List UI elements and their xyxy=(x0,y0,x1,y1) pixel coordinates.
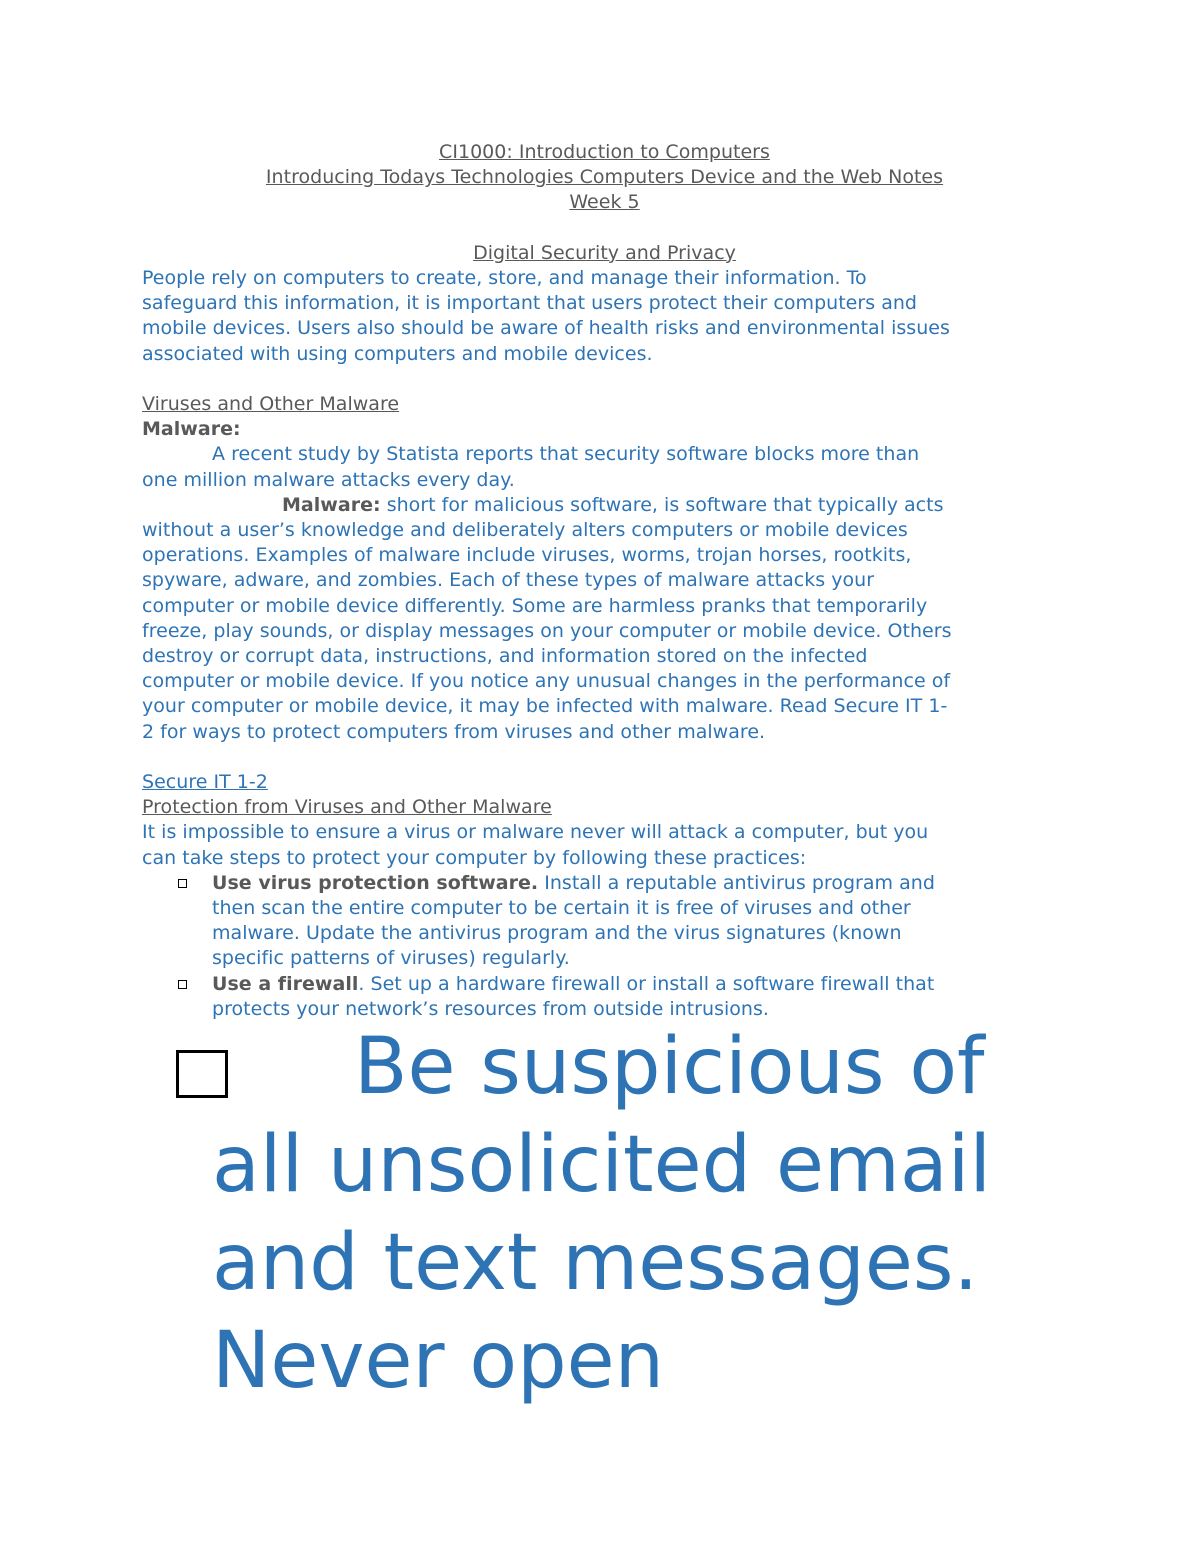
bullet-text: . Set up a hardware firewall or install a software firewall that xyxy=(358,972,935,995)
paragraph-line: It is impossible to ensure a virus or malware never will attack a computer, but you xyxy=(142,821,929,844)
malware-definition-text: short for malicious software, is software that typically acts xyxy=(380,493,944,516)
large-bullet-line: Never open xyxy=(212,1316,665,1406)
square-bullet-icon xyxy=(178,879,187,888)
paragraph-line: destroy or corrupt data, instructions, and information stored on the infected xyxy=(142,645,868,668)
large-bullet-line: and text messages. xyxy=(212,1218,979,1308)
paragraph-line: computer or mobile device. If you notice any unusual changes in the performance of xyxy=(142,670,951,693)
paragraph-line: your computer or mobile device, it may be infected with malware. Read Secure IT 1- xyxy=(142,695,948,718)
large-bullet-text: Be suspicious of xyxy=(354,1022,985,1112)
large-bullet-line: all unsolicited email xyxy=(212,1120,992,1210)
paragraph-line: freeze, play sounds, or display messages on your computer or mobile device. Others xyxy=(142,619,952,642)
week-label: Week 5 xyxy=(569,191,640,214)
malware-term: Malware: xyxy=(282,493,381,516)
section-heading-secure-it: Secure IT 1-2 xyxy=(142,771,268,794)
bullet-firewall xyxy=(142,972,1067,997)
paragraph-line: can take steps to protect your computer by following these practices: xyxy=(142,846,807,869)
large-bullet-line xyxy=(142,1018,1142,1116)
paragraph-line: mobile devices. Users also should be aware of health risks and environmental issues xyxy=(142,317,950,340)
bullet-continuation-line: then scan the entire computer to be certain it is free of viruses and other xyxy=(212,897,911,920)
paragraph-line: associated with using computers and mobile devices. xyxy=(142,342,653,365)
bullet-suspicious-email xyxy=(142,1018,1142,1410)
paragraph-line: spyware, adware, and zombies. Each of these types of malware attacks your xyxy=(142,569,875,592)
paragraph-line: operations. Examples of malware include viruses, worms, trojan horses, rootkits, xyxy=(142,544,912,567)
bullet-virus-protection xyxy=(142,871,1067,896)
paragraph-line: safeguard this information, it is important that users protect their computers and xyxy=(142,292,918,315)
bullet-continuation-line: specific patterns of viruses) regularly. xyxy=(212,947,570,970)
square-bullet-icon xyxy=(178,980,187,989)
paragraph-line: one million malware attacks every day. xyxy=(142,468,515,491)
bullet-continuation-line: protects your network’s resources from outside intrusions. xyxy=(212,997,769,1020)
bullet-bold-text: Use virus protection software. xyxy=(212,871,539,894)
section-heading-viruses: Viruses and Other Malware xyxy=(142,393,400,415)
paragraph-line: 2 for ways to protect computers from viruses and other malware. xyxy=(142,720,766,743)
section-subheading-protection: Protection from Viruses and Other Malware xyxy=(142,796,552,819)
paragraph-line: A recent study by Statista reports that security software blocks more than xyxy=(212,443,920,466)
paragraph-line: computer or mobile device differently. Some are harmless pranks that temporarily xyxy=(142,594,928,617)
bullet-continuation-line: malware. Update the antivirus program and the virus signatures (known xyxy=(212,922,902,945)
malware-label: Malware: xyxy=(142,418,241,441)
paragraph-line: People rely on computers to create, store, and manage their information. To xyxy=(142,267,867,289)
square-bullet-icon xyxy=(176,1050,228,1098)
course-title: CI1000: Introduction to Computers xyxy=(439,141,770,163)
bullet-text: Install a reputable antivirus program and xyxy=(538,871,935,894)
malware-definition-first-line xyxy=(142,493,1067,518)
section-heading-digital-security: Digital Security and Privacy xyxy=(473,241,736,264)
paragraph-line: without a user’s knowledge and deliberately alters computers or mobile devices xyxy=(142,519,908,542)
document-page xyxy=(142,140,1067,1022)
bullet-bold-text: Use a firewall xyxy=(212,972,359,995)
book-title: Introducing Todays Technologies Computers Device and the Web Notes xyxy=(265,166,944,189)
